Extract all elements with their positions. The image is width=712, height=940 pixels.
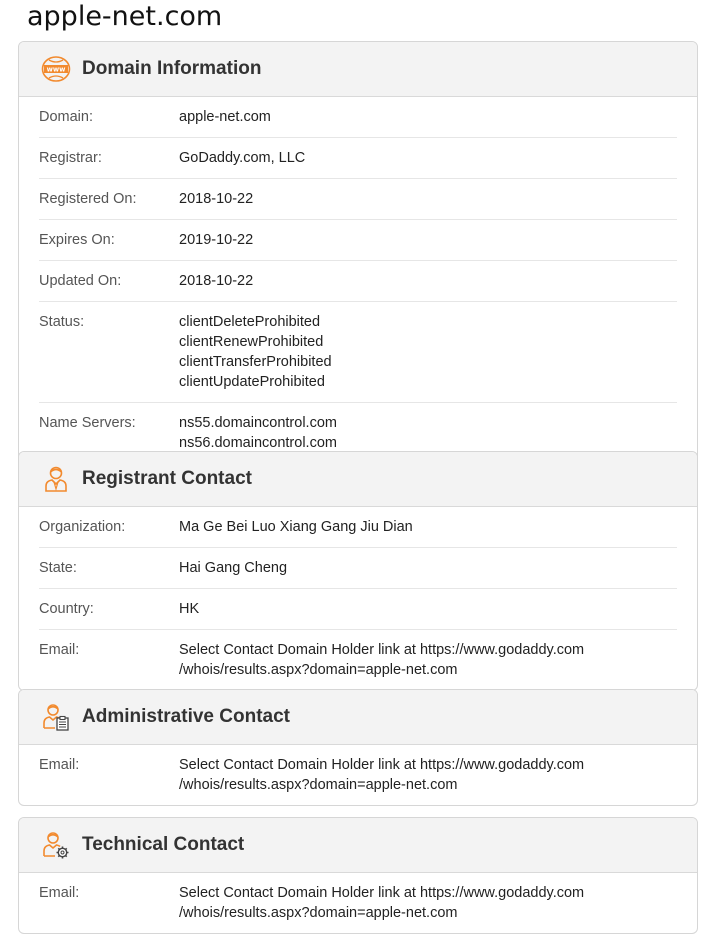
svg-text:www: www [46,65,66,74]
row-value-line: /whois/results.aspx?domain=apple-net.com [179,777,458,793]
row-value [179,558,287,578]
row-value [179,312,332,392]
row-value-line: clientRenewProhibited [179,334,324,350]
row-label: Status: [39,314,85,330]
row-label: Organization: [39,519,126,535]
info-row [39,630,677,690]
row-value-line: clientUpdateProhibited [179,374,325,390]
row-value-line: clientDeleteProhibited [179,314,321,330]
row-value-line: 2019-10-22 [179,232,254,248]
row-value-line: HK [179,601,200,617]
row-value-line: Ma Ge Bei Luo Xiang Gang Jiu Dian [179,519,413,535]
row-label: State: [39,560,77,576]
row-value [179,107,271,127]
row-value [179,517,413,537]
card-header [19,690,697,745]
row-label: Email: [39,642,80,658]
info-row [39,302,677,403]
administrative-rows [19,745,697,805]
info-row [39,589,677,630]
row-value [179,230,253,250]
card-title: Technical Contact [82,834,245,855]
row-label: Registrar: [39,150,102,166]
administrative-contact-card [18,689,698,806]
technical-rows [19,873,697,933]
card-title: Domain Information [82,58,262,79]
row-value-line: Select Contact Domain Holder link at https://www.godaddy.com [179,642,585,658]
info-row [39,873,677,933]
row-value [179,599,199,619]
person-icon [41,464,71,494]
info-row [39,548,677,589]
page-title: apple-net.com [27,1,223,32]
row-value [179,189,253,209]
row-label: Name Servers: [39,415,136,431]
info-row [39,745,677,805]
www-globe-icon [41,54,71,84]
domain-info-rows [19,97,697,463]
row-value-line: 2018-10-22 [179,191,254,207]
row-value-line: Hai Gang Cheng [179,560,288,576]
row-label: Expires On: [39,232,115,248]
row-value [179,148,305,168]
row-value-line: apple-net.com [179,109,271,125]
row-value-line: clientTransferProhibited [179,354,332,370]
row-value-line: ns56.domaincontrol.com [179,435,337,451]
row-value [179,883,584,923]
row-value [179,755,584,795]
row-value [179,640,584,680]
registrant-contact-card [18,451,698,691]
row-label: Email: [39,757,80,773]
row-label: Email: [39,885,80,901]
info-row [39,507,677,548]
card-title: Registrant Contact [82,468,252,489]
row-label: Registered On: [39,191,137,207]
card-header [19,452,697,507]
row-value [179,271,253,291]
person-gear-icon [41,830,71,860]
info-row [39,138,677,179]
card-title: Administrative Contact [82,706,290,727]
row-value-line: /whois/results.aspx?domain=apple-net.com [179,905,458,921]
row-value-line: Select Contact Domain Holder link at https://www.godaddy.com [179,885,585,901]
row-value-line: Select Contact Domain Holder link at https://www.godaddy.com [179,757,585,773]
card-header [19,42,697,97]
row-label: Updated On: [39,273,122,289]
row-value-line: 2018-10-22 [179,273,254,289]
row-value-line: ns55.domaincontrol.com [179,415,337,431]
registrant-rows [19,507,697,690]
person-clipboard-icon [41,702,71,732]
row-label: Country: [39,601,94,617]
domain-information-card [18,41,698,464]
info-row [39,261,677,302]
info-row [39,220,677,261]
row-label: Domain: [39,109,93,125]
row-value-line: /whois/results.aspx?domain=apple-net.com [179,662,458,678]
card-header [19,818,697,873]
technical-contact-card [18,817,698,934]
info-row [39,97,677,138]
row-value-line: GoDaddy.com, LLC [179,150,306,166]
info-row [39,179,677,220]
row-value [179,413,337,453]
